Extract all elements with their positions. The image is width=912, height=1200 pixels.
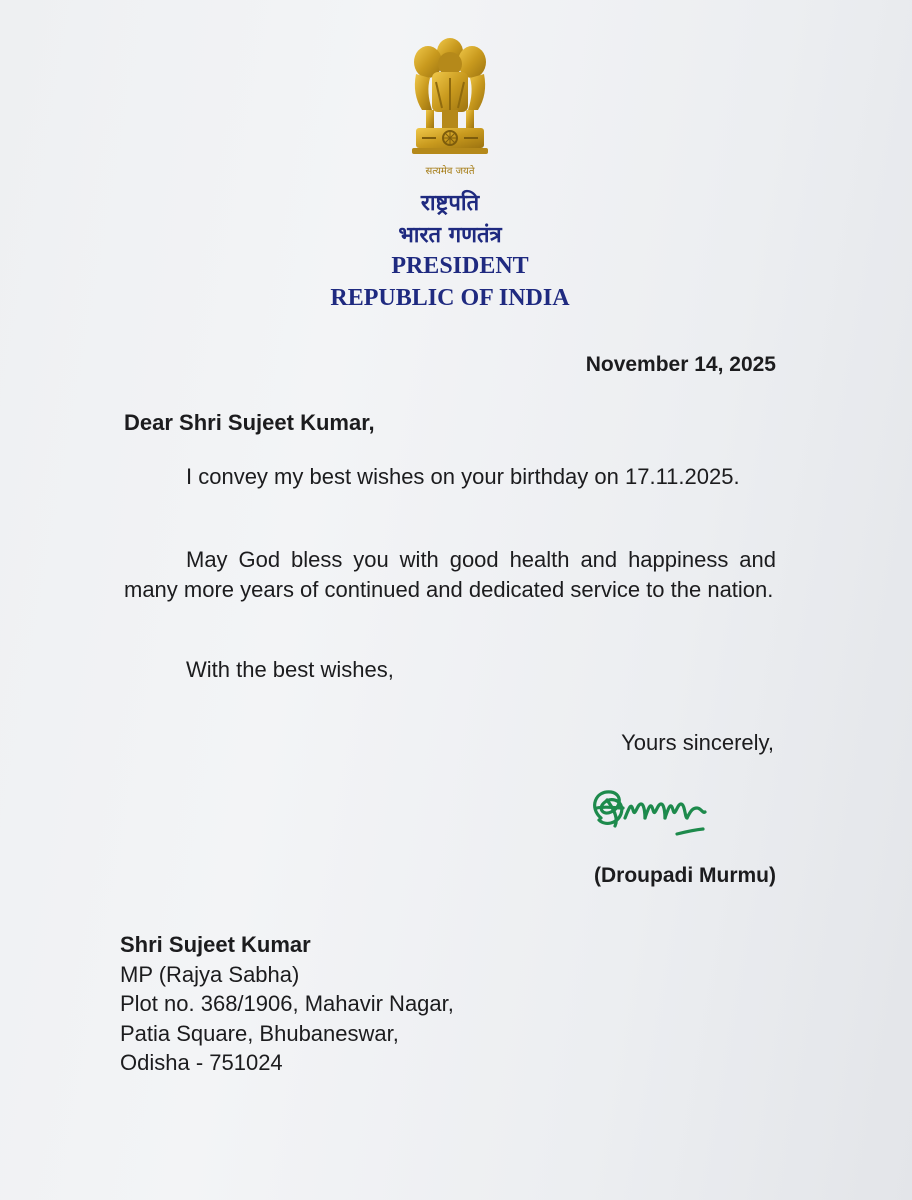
recipient-address-block <box>120 930 454 1078</box>
letterhead-title-hindi: राष्ट्रपति <box>420 191 480 216</box>
svg-text:सत्यमेव जयते: सत्यमेव जयते <box>425 166 475 177</box>
body-paragraph-birthday-wishes: I convey my best wishes on your birthday on 17.11.2025. <box>186 464 740 489</box>
recipient-designation: MP (Rajya Sabha) <box>120 961 300 987</box>
closing-line: With the best wishes, <box>186 657 394 682</box>
recipient-address-line: Patia Square, Bhubaneswar, <box>120 1020 399 1046</box>
recipient-address-line: Odisha - 751024 <box>120 1050 283 1075</box>
body-paragraph-blessing: May God bless you with good health and happiness and many more years of continued and dedicated service to the nation. <box>124 547 776 602</box>
letterhead-title-english: PRESIDENT <box>391 253 529 279</box>
letterhead-subtitle-english: REPUBLIC OF INDIA <box>330 285 570 311</box>
salutation: Dear Shri Sujeet Kumar, <box>124 410 375 435</box>
letterhead-subtitle-hindi: भारत गणतंत्र <box>398 223 502 248</box>
national-emblem-icon <box>402 34 498 180</box>
valediction: Yours sincerely, <box>621 730 774 755</box>
recipient-address-line: Plot no. 368/1906, Mahavir Nagar, <box>120 991 454 1016</box>
recipient-name: Shri Sujeet Kumar <box>120 932 311 957</box>
signature-icon <box>585 778 720 840</box>
letter-date: November 14, 2025 <box>585 353 776 376</box>
signer-name: (Droupadi Murmu) <box>594 864 776 887</box>
